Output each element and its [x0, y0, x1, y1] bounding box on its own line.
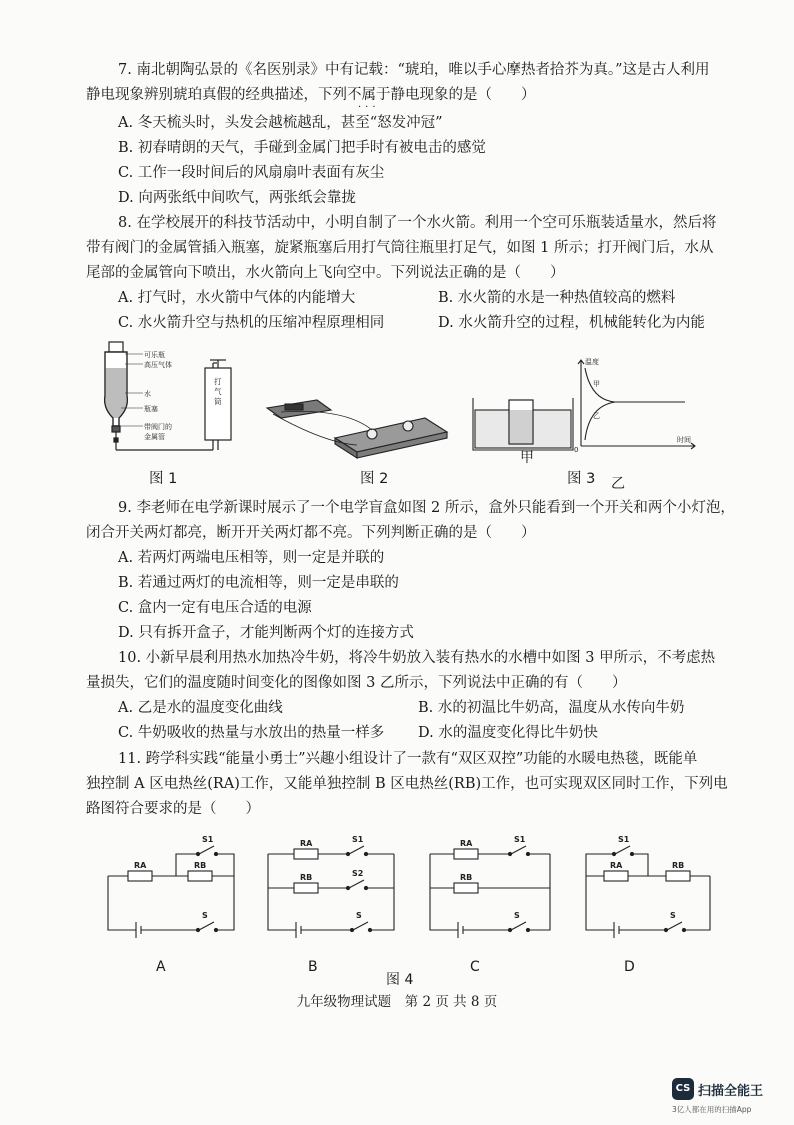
scanner-name: 扫描全能王 — [698, 1084, 764, 1099]
circuit-c-ra: RA — [460, 839, 473, 848]
circuit-d-s: S — [670, 911, 676, 920]
q10-line1: 10. 小新早晨利用热水加热冷牛奶，将冷牛奶放入装有热水的水槽中如图 3 甲所示，不考虑热 — [118, 650, 716, 666]
q9-option-c: C. 盒内一定有电压合适的电源 — [118, 600, 312, 616]
q8-option-b: B. 水火箭的水是一种热值较高的燃料 — [438, 290, 676, 306]
q9-line2: 闭合开关两灯都亮，断开开关两灯都不亮。下列判断正确的是（ ） — [86, 525, 536, 541]
figure-1-water-rocket — [105, 342, 231, 450]
q8-option-c: C. 水火箭升空与热机的压缩冲程原理相同 — [118, 315, 385, 331]
circuit-c-s1: S1 — [514, 835, 526, 844]
camscanner-logo-icon: CS — [672, 1078, 694, 1100]
q8-line3: 尾部的金属管向下喷出，水火箭向上飞向空中。下列说法正确的是（ ） — [86, 265, 565, 281]
fig1-pump-label-3: 筒 — [214, 397, 222, 406]
circuit-b-rb: RB — [300, 873, 313, 882]
circuit-b — [268, 846, 394, 938]
circuit-a-rb: RB — [194, 861, 207, 870]
circuit-c-s: S — [514, 911, 520, 920]
figure-1-labels — [144, 350, 172, 441]
q11-line3: 路图符合要求的是（ ） — [86, 801, 260, 817]
figure-3-tank — [473, 398, 573, 450]
fig1-pump-label-1: 打 — [214, 377, 222, 386]
figure-row-1-3 — [95, 338, 715, 493]
fig3-axis-x: 时间 — [677, 436, 691, 444]
circuit-d-rb: RB — [672, 861, 685, 870]
fig3-origin: 0 — [574, 446, 579, 454]
fig3-curve-a: 甲 — [593, 380, 600, 388]
q7-line2: 静电现象辨别琥珀真假的经典描述，下列不属于 ···静电现象的是（ ） — [86, 85, 536, 105]
figure-3-caption: 图 3 — [567, 471, 596, 487]
curve-jia — [585, 368, 685, 402]
fig3-left-label: 甲 — [520, 450, 534, 466]
q9-option-d: D. 只有拆开盒子，才能判断两个灯的连接方式 — [118, 625, 414, 641]
fig1-label-air: 高压气体 — [144, 361, 172, 369]
q7-emphasis: 不属于 ··· — [347, 87, 391, 103]
figure-1-caption: 图 1 — [149, 471, 178, 487]
q11-line1: 11. 跨学科实践“能量小勇士”兴趣小组设计了一款有“双区双控”功能的水暖电热毯，既能单 — [118, 751, 698, 767]
circuit-c-rb: RB — [460, 873, 473, 882]
scanner-tagline: 3亿人都在用的扫描App — [672, 1105, 752, 1114]
circuit-a — [108, 846, 234, 938]
circuit-option-c: C — [470, 959, 480, 975]
circuit-a-s1: S1 — [202, 835, 214, 844]
circuit-a-s: S — [202, 911, 208, 920]
circuit-b-s: S — [356, 911, 362, 920]
curve-yi — [585, 402, 615, 440]
q10-line2: 量损失，它们的温度随时间变化的图像如图 3 乙所示，下列说法中正确的有（ ） — [86, 675, 627, 691]
fig1-pump-label-2: 气 — [214, 387, 222, 396]
q7-option-c: C. 工作一段时间后的风扇扇叶表面有灰尘 — [118, 165, 385, 181]
circuit-b-s2: S2 — [352, 869, 364, 878]
q8-line1: 8. 在学校展开的科技节活动中，小明自制了一个水火箭。利用一个空可乐瓶装适量水，然后将 — [118, 215, 717, 231]
fig3-axis-y: 温度 — [585, 358, 599, 366]
q9-line1: 9. 李老师在电学新课时展示了一个电学盲盒如图 2 所示，盒外只能看到一个开关和两个小灯泡， — [118, 500, 735, 516]
q10-option-c: C. 牛奶吸收的热量与水放出的热量一样多 — [118, 725, 385, 741]
circuit-d-s1: S1 — [618, 835, 630, 844]
circuit-b-s1: S1 — [352, 835, 364, 844]
q9-option-a: A. 若两灯两端电压相等，则一定是并联的 — [118, 550, 385, 566]
circuit-d — [586, 846, 710, 938]
fig1-label-valve: 带阀门的 — [144, 423, 172, 431]
circuit-a-ra: RA — [134, 861, 147, 870]
circuit-option-a: A — [156, 959, 166, 975]
figure-4-circuits — [100, 826, 720, 986]
fig1-label-pipe: 金属管 — [144, 433, 165, 441]
fig1-label-water: 水 — [144, 390, 151, 398]
figure-2-blind-box — [267, 400, 447, 458]
q7-line1: 7. 南北朝陶弘景的《名医别录》中有记载：“琥珀，唯以手心摩热者拾芥为真。”这是古人利用 — [118, 62, 710, 78]
q7-option-d: D. 向两张纸中间吹气，两张纸会靠拢 — [118, 190, 356, 206]
fig3-curve-b: 乙 — [593, 412, 600, 420]
q10-option-a: A. 乙是水的温度变化曲线 — [118, 700, 283, 716]
figure-4-caption: 图 4 — [386, 972, 414, 986]
circuit-option-d: D — [624, 959, 635, 975]
circuit-c — [430, 846, 550, 938]
q7-option-b: B. 初春晴朗的天气，手碰到金属门把手时有被电击的感觉 — [118, 140, 486, 156]
q8-option-d: D. 水火箭升空的过程，机械能转化为内能 — [438, 315, 705, 331]
q7-option-a: A. 冬天梳头时，头发会越梳越乱，甚至“怒发冲冠” — [118, 115, 443, 131]
circuit-option-b: B — [308, 959, 318, 975]
circuit-d-ra: RA — [610, 861, 623, 870]
circuit-b-ra: RA — [300, 839, 313, 848]
fig1-label-stopper: 瓶塞 — [144, 405, 158, 413]
q8-line2: 带有阀门的金属管插入瓶塞，旋紧瓶塞后用打气筒往瓶里打足气，如图 1 所示；打开阀门后，水从 — [86, 240, 714, 256]
q9-option-b: B. 若通过两灯的电流相等，则一定是串联的 — [118, 575, 399, 591]
fig3-right-label: 乙 — [611, 476, 625, 492]
figure-2-caption: 图 2 — [360, 471, 389, 487]
q10-option-d: D. 水的温度变化得比牛奶快 — [418, 725, 598, 741]
fig1-label-bottle: 可乐瓶 — [144, 351, 165, 359]
q8-option-a: A. 打气时，水火箭中气体的内能增大 — [118, 290, 356, 306]
q11-line2: 独控制 A 区电热丝(RA)工作，又能单独控制 B 区电热丝(RB)工作，也可实现双区同时工作，下列电 — [86, 776, 728, 792]
q10-option-b: B. 水的初温比牛奶高，温度从水传向牛奶 — [418, 700, 685, 716]
page-footer: 九年级物理试题 第 2 页 共 8 页 — [296, 994, 498, 1010]
